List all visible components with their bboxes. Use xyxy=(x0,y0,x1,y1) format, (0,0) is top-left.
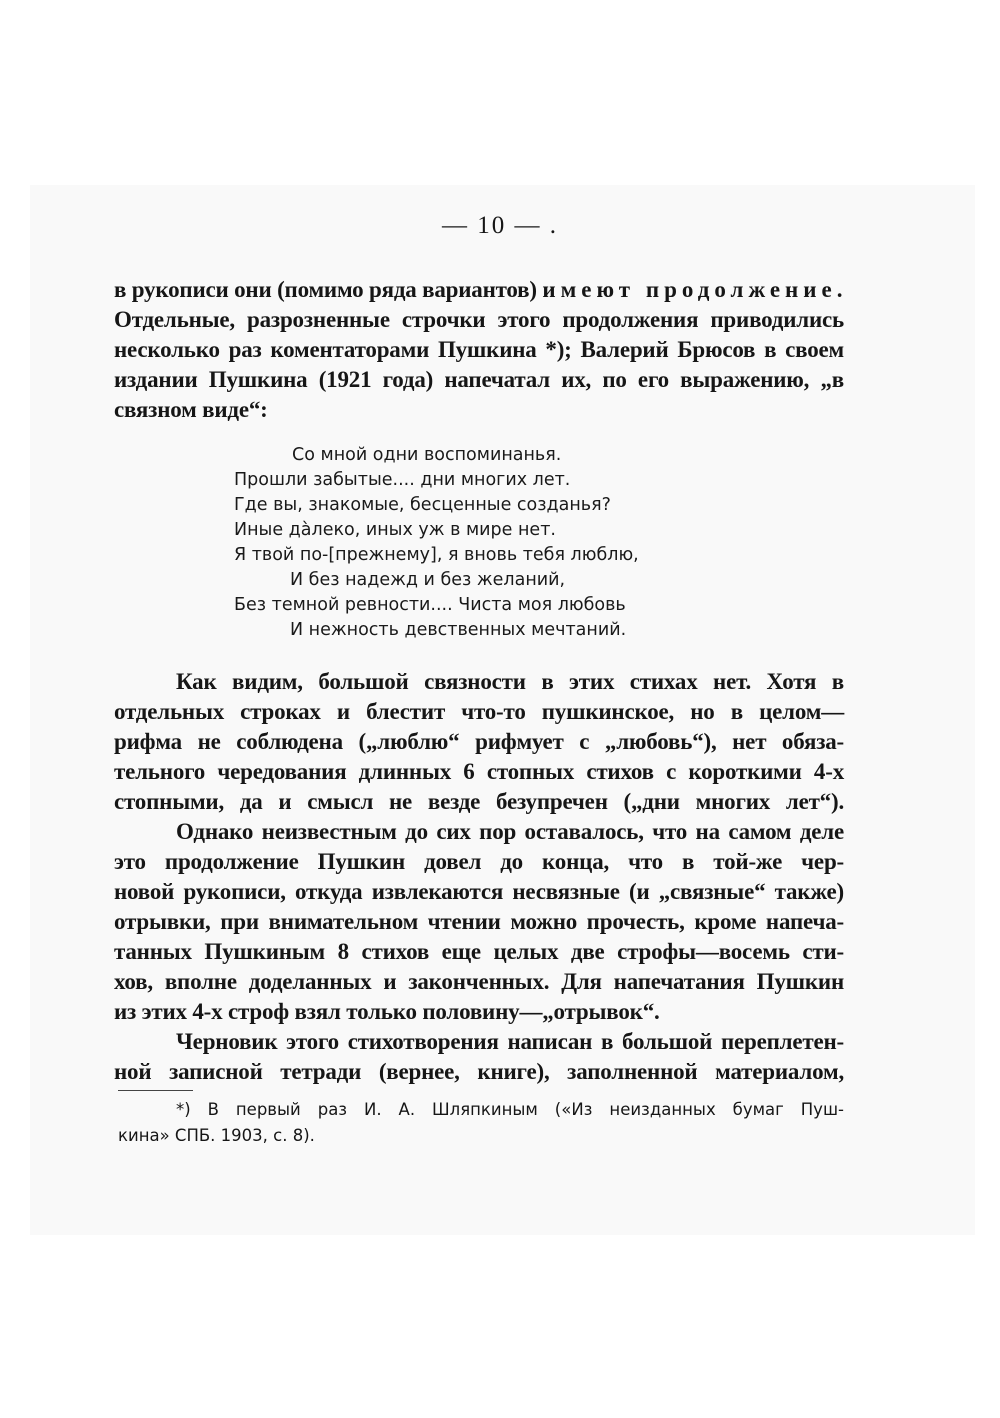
text-line: отдельных строках и блестит что-то пушкинское, но в целом— xyxy=(114,699,844,724)
paragraph-discovery xyxy=(114,817,844,1027)
text-line: ной записной тетради (вернее, книге), заполненной материалом, xyxy=(114,1059,844,1084)
text-line-start: в рукописи они (помимо ряда вариантов) xyxy=(114,277,543,302)
poem-line: Где вы, знакомые, бесценные созданья? xyxy=(234,495,611,515)
text-line xyxy=(114,275,848,305)
paragraph-analysis xyxy=(114,667,844,817)
text-line: Как видим, большой связности в этих стихах нет. Хотя в xyxy=(176,669,844,694)
footnote-divider xyxy=(118,1090,193,1091)
text-line: связном виде“: xyxy=(114,397,268,422)
poem-block xyxy=(234,443,639,643)
page-number: — 10 — . xyxy=(442,212,558,239)
text-line: Однако неизвестным до сих пор оставалось, что на самом деле xyxy=(176,819,844,844)
footnote-line: кина» СПБ. 1903, с. 8). xyxy=(118,1126,315,1145)
text-line: Отдельные, разрозненные строчки этого продолжения приводились xyxy=(114,307,844,332)
text-line: издании Пушкина (1921 года) напечатал их, по его выражению, „в xyxy=(114,367,844,392)
poem-line: И нежность девственных мечтаний. xyxy=(290,620,627,640)
poem-line: Прошли забытые.... дни многих лет. xyxy=(234,470,571,490)
text-line: стопными, да и смысл не везде безупречен („дни многих лет“). xyxy=(114,789,844,814)
poem-line: Я твой по-[прежнему], я вновь тебя люблю, xyxy=(234,545,639,565)
poem-line: Без темной ревности.... Чиста моя любовь xyxy=(234,595,626,615)
poem-line: Иные да̀леко, иных уж в мире нет. xyxy=(234,520,556,540)
footnote xyxy=(118,1097,844,1149)
text-line: из этих 4-х строф взял только половину—„отрывок“. xyxy=(114,999,660,1024)
text-line: несколько раз коментаторами Пушкина *); Валерий Брюсов в своем xyxy=(114,337,844,362)
text-line: танных Пушкиным 8 стихов еще целых две строфы—восемь сти- xyxy=(114,939,844,964)
text-line: тельного чередования длинных 6 стопных стихов с короткими 4-х xyxy=(114,759,844,784)
text-line: новой рукописи, откуда извлекаются несвязные (и „связные“ также) xyxy=(114,879,844,904)
text-line: Черновик этого стихотворения написан в большой переплетен- xyxy=(176,1029,844,1054)
poem-line: Со мной одни воспоминанья. xyxy=(292,445,562,465)
text-line: рифма не соблюдена („люблю“ рифмует с „любовь“), нет обяза- xyxy=(114,729,844,754)
poem-line: И без надежд и без желаний, xyxy=(290,570,566,590)
intro-paragraph xyxy=(114,275,848,425)
footnote-line: *) В первый раз И. А. Шляпкиным («Из неизданных бумаг Пуш- xyxy=(176,1100,844,1119)
emphasized-phrase: имеют продолжение. xyxy=(542,277,848,302)
text-line: хов, вполне доделанных и законченных. Для напечатания Пушкин xyxy=(114,969,844,994)
paragraph-draft xyxy=(114,1027,844,1087)
text-line: это продолжение Пушкин довел до конца, что в той-же чер- xyxy=(114,849,844,874)
text-line: отрывки, при внимательном чтении можно прочесть, кроме напеча- xyxy=(114,909,844,934)
